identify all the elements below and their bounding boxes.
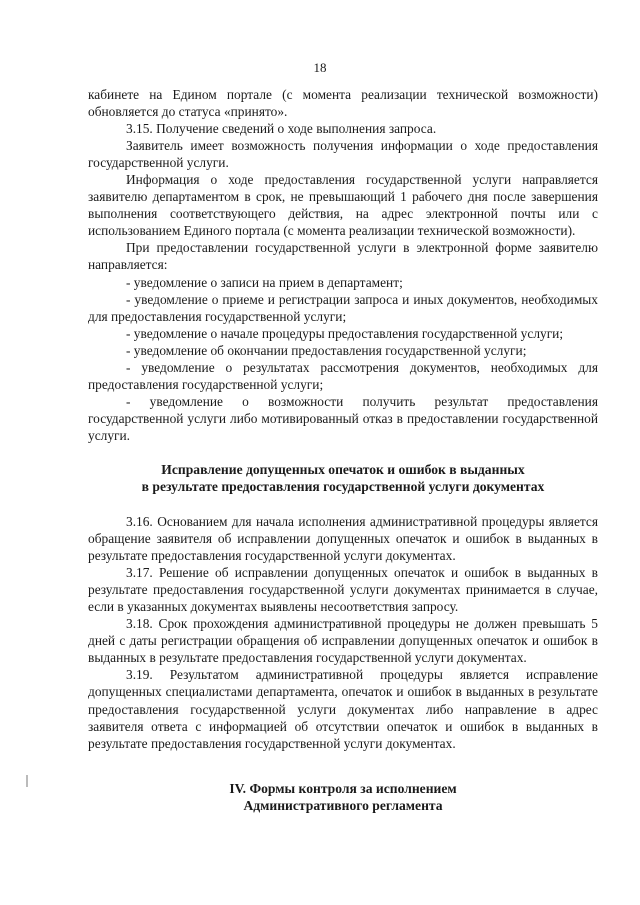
list-item: - уведомление о результатах рассмотрения документов, необходимых для предоставления государственной услуги;: [88, 359, 598, 392]
chapter-heading-line: Административного регламента: [243, 797, 443, 813]
paragraph: Информация о ходе предоставления государственной услуги направляется заявителю департаментом в срок, не превышающий 1 рабочего дня после завершения выполнения соответствующего действия, на адрес электронной почты или с использованием Единого портала (с момента реализации технической возможности).: [88, 172, 598, 239]
section-heading-line: Исправление допущенных опечаток и ошибок в выданных: [161, 461, 525, 477]
section-3-18: 3.18. Срок прохождения административной процедуры не должен превышать 5 дней с даты регистрации обращения об исправлении допущенных опечаток и ошибок в выданных в результате предоставления государственной услуги документах.: [88, 616, 598, 666]
section-3-16: 3.16. Основанием для начала исполнения административной процедуры является обращение заявителя об исправлении допущенных опечаток и ошибок в выданных в результате предоставления государственной услуги документах.: [88, 513, 598, 564]
list-item: - уведомление о возможности получить результат предоставления государственной услуги либо мотивированный отказ в предоставлении государственной услуги.: [88, 393, 598, 443]
list-item: - уведомление о начале процедуры предоставления государственной услуги;: [126, 325, 564, 341]
list-item: - уведомление о приеме и регистрации запроса и иных документов, необходимых для предоставления государственной услуги;: [88, 291, 598, 324]
list-item: - уведомление о записи на прием в департамент;: [126, 274, 403, 290]
chapter-heading-line: IV. Формы контроля за исполнением: [229, 780, 457, 796]
section-3-15: 3.15. Получение сведений о ходе выполнения запроса.: [126, 121, 437, 137]
paragraph: При предоставлении государственной услуги в электронной форме заявителю направляется:: [88, 240, 598, 273]
section-heading-line: в результате предоставления государственной услуги документах: [141, 478, 545, 494]
chapter-heading: [88, 780, 598, 814]
page-number: 18: [313, 60, 327, 75]
margin-mark: [26, 775, 28, 787]
paragraph: кабинете на Едином портале (с момента реализации технической возможности) обновляется до статуса «принято».: [88, 87, 598, 120]
section-3-19: 3.19. Результатом административной процедуры является исправление допущенных специалистами департамента, опечаток и ошибок в выданных в результате предоставления государственной услуги документах либо направление в адрес заявителя ответа с информацией об отсутствии опечаток и ошибок в выданных в результате предоставления государственной услуги документах.: [88, 667, 598, 751]
section-3-17: 3.17. Решение об исправлении допущенных опечаток и ошибок в выданных в результате предоставления государственной услуги документах принимается в случае, если в указанных документах выявлены несоответствия запросу.: [88, 565, 598, 615]
list-item: - уведомление об окончании предоставления государственной услуги;: [126, 342, 527, 358]
section-heading: [88, 461, 598, 495]
document-body: [88, 86, 598, 814]
paragraph: Заявитель имеет возможность получения информации о ходе предоставления государственной услуги.: [88, 138, 598, 171]
